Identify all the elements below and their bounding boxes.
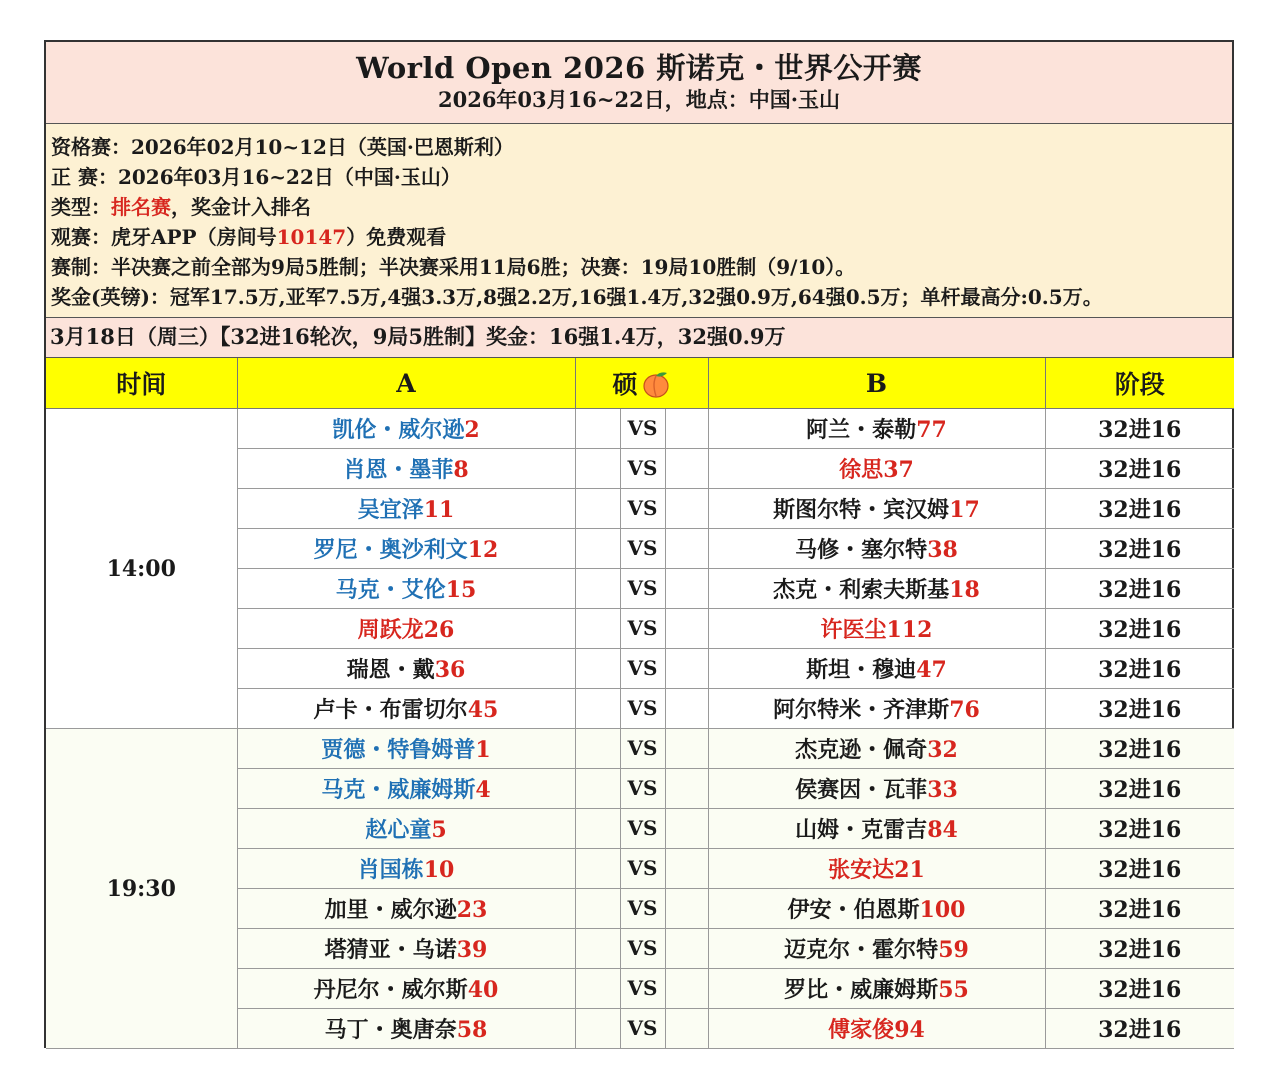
stage-cell: 32进16 bbox=[1045, 529, 1234, 569]
player-b-name: 斯坦・穆迪 bbox=[806, 657, 917, 683]
player-b-cell bbox=[708, 689, 1045, 729]
player-b-rank: 47 bbox=[916, 657, 947, 683]
player-b-rank: 37 bbox=[883, 457, 914, 483]
info-type-highlight: 排名赛 bbox=[111, 195, 171, 219]
player-a-rank: 2 bbox=[464, 417, 480, 443]
vs-label: VS bbox=[620, 969, 666, 1008]
player-b-rank: 100 bbox=[919, 897, 966, 923]
player-a-cell bbox=[237, 929, 575, 969]
session-time: 19:30 bbox=[46, 729, 237, 1049]
vs-label: VS bbox=[620, 769, 666, 808]
player-a-cell bbox=[237, 1009, 575, 1049]
player-a-name: 丹尼尔・威尔斯 bbox=[313, 977, 468, 1003]
info-watch-prefix: 观赛：虎牙APP（房间号 bbox=[51, 225, 277, 249]
player-a-rank: 40 bbox=[467, 977, 499, 1003]
player-b-rank: 76 bbox=[949, 697, 980, 723]
vs-label: VS bbox=[620, 649, 666, 688]
vs-cell bbox=[575, 689, 708, 729]
player-a-cell bbox=[237, 609, 575, 649]
stage-cell: 32进16 bbox=[1045, 689, 1234, 729]
vs-label: VS bbox=[620, 529, 666, 568]
player-b-name: 斯图尔特・宾汉姆 bbox=[773, 497, 950, 523]
player-a-cell bbox=[237, 889, 575, 929]
col-header-mid bbox=[575, 358, 708, 409]
stage-cell: 32进16 bbox=[1045, 449, 1234, 489]
player-a-name: 马克・威廉姆斯 bbox=[321, 777, 476, 803]
stage-cell: 32进16 bbox=[1045, 489, 1234, 529]
player-b-cell bbox=[708, 769, 1045, 809]
player-b-cell bbox=[708, 849, 1045, 889]
player-b-rank: 59 bbox=[938, 937, 969, 963]
player-b-rank: 33 bbox=[927, 777, 958, 803]
player-b-cell bbox=[708, 489, 1045, 529]
player-a-rank: 58 bbox=[456, 1017, 488, 1043]
player-b-cell bbox=[708, 409, 1045, 449]
player-b-rank: 21 bbox=[894, 857, 925, 883]
vs-cell bbox=[575, 729, 708, 769]
table-row bbox=[46, 409, 1234, 449]
info-watch bbox=[51, 222, 1232, 252]
vs-cell bbox=[575, 849, 708, 889]
player-b-name: 山姆・克雷吉 bbox=[795, 817, 928, 843]
player-b-name: 伊安・伯恩斯 bbox=[787, 897, 920, 923]
player-a-name: 马克・艾伦 bbox=[335, 577, 446, 603]
player-a-name: 马丁・奥唐奈 bbox=[324, 1017, 457, 1043]
vs-label: VS bbox=[620, 1009, 666, 1048]
player-a-rank: 12 bbox=[467, 537, 499, 563]
page-subtitle: 2026年03月16~22日，地点：中国·玉山 bbox=[437, 87, 841, 112]
player-b-rank: 32 bbox=[927, 737, 958, 763]
col-header-b: B bbox=[708, 358, 1045, 409]
player-b-cell bbox=[708, 929, 1045, 969]
player-b-name: 杰克・利索夫斯基 bbox=[773, 577, 950, 603]
player-a-cell bbox=[237, 769, 575, 809]
player-b-cell bbox=[708, 529, 1045, 569]
player-a-rank: 45 bbox=[467, 697, 499, 723]
stage-cell: 32进16 bbox=[1045, 889, 1234, 929]
player-a-rank: 26 bbox=[423, 617, 455, 643]
player-a-name: 加里・威尔逊 bbox=[324, 897, 457, 923]
player-a-name: 塔猜亚・乌诺 bbox=[324, 937, 457, 963]
player-a-rank: 1 bbox=[475, 737, 491, 763]
player-b-name: 罗比・威廉姆斯 bbox=[784, 977, 939, 1003]
player-a-name: 周跃龙 bbox=[357, 617, 424, 643]
player-b-cell bbox=[708, 809, 1045, 849]
stage-cell: 32进16 bbox=[1045, 569, 1234, 609]
player-b-rank: 18 bbox=[949, 577, 980, 603]
player-a-cell bbox=[237, 529, 575, 569]
vs-label: VS bbox=[620, 489, 666, 528]
player-b-cell bbox=[708, 449, 1045, 489]
player-b-cell bbox=[708, 729, 1045, 769]
player-a-name: 凯伦・威尔逊 bbox=[332, 417, 465, 443]
player-a-cell bbox=[237, 649, 575, 689]
player-a-cell bbox=[237, 849, 575, 889]
player-a-rank: 5 bbox=[431, 817, 447, 843]
title-block bbox=[46, 42, 1232, 124]
vs-label: VS bbox=[620, 449, 666, 488]
vs-label: VS bbox=[620, 689, 666, 728]
stage-cell: 32进16 bbox=[1045, 969, 1234, 1009]
stage-cell: 32进16 bbox=[1045, 929, 1234, 969]
vs-cell bbox=[575, 489, 708, 529]
col-header-mid-label: 硕 bbox=[612, 370, 638, 399]
stage-cell: 32进16 bbox=[1045, 849, 1234, 889]
vs-label: VS bbox=[620, 929, 666, 968]
stage-cell: 32进16 bbox=[1045, 1009, 1234, 1049]
vs-cell bbox=[575, 889, 708, 929]
player-a-cell bbox=[237, 409, 575, 449]
player-b-cell bbox=[708, 649, 1045, 689]
player-b-name: 徐思 bbox=[839, 457, 884, 483]
player-a-name: 瑞恩・戴 bbox=[346, 657, 435, 683]
table-row bbox=[46, 729, 1234, 769]
player-a-cell bbox=[237, 809, 575, 849]
vs-cell bbox=[575, 809, 708, 849]
stage-cell: 32进16 bbox=[1045, 809, 1234, 849]
player-a-cell bbox=[237, 969, 575, 1009]
player-a-rank: 4 bbox=[475, 777, 491, 803]
player-b-name: 阿尔特米・齐津斯 bbox=[773, 697, 950, 723]
player-a-rank: 10 bbox=[423, 857, 455, 883]
player-a-rank: 36 bbox=[434, 657, 466, 683]
round-banner: 3月18日（周三）【32进16轮次，9局5胜制】奖金：16强1.4万，32强0.9万 bbox=[46, 318, 1232, 358]
info-watch-suffix: ）免费观看 bbox=[346, 225, 447, 249]
player-b-cell bbox=[708, 969, 1045, 1009]
stage-cell: 32进16 bbox=[1045, 609, 1234, 649]
session-time: 14:00 bbox=[46, 409, 237, 729]
vs-label: VS bbox=[620, 569, 666, 608]
player-a-name: 卢卡・布雷切尔 bbox=[313, 697, 468, 723]
vs-label: VS bbox=[620, 729, 666, 768]
player-b-name: 许医尘 bbox=[820, 617, 887, 643]
info-main-event: 正 赛：2026年03月16~22日（中国·玉山） bbox=[51, 165, 461, 189]
player-b-rank: 55 bbox=[938, 977, 969, 1003]
player-a-rank: 11 bbox=[423, 497, 455, 523]
player-b-rank: 112 bbox=[886, 617, 933, 643]
stage-cell: 32进16 bbox=[1045, 769, 1234, 809]
table-header-row bbox=[46, 358, 1234, 409]
vs-label: VS bbox=[620, 409, 666, 448]
schedule-sheet bbox=[44, 40, 1234, 1048]
player-b-name: 傅家俊 bbox=[828, 1017, 895, 1043]
player-b-rank: 17 bbox=[949, 497, 980, 523]
player-a-name: 赵心童 bbox=[365, 817, 432, 843]
stage-cell: 32进16 bbox=[1045, 729, 1234, 769]
vs-cell bbox=[575, 569, 708, 609]
player-b-name: 阿兰・泰勒 bbox=[806, 417, 917, 443]
vs-cell bbox=[575, 609, 708, 649]
player-b-cell bbox=[708, 569, 1045, 609]
player-b-name: 马修・塞尔特 bbox=[795, 537, 928, 563]
player-a-name: 肖恩・墨菲 bbox=[343, 457, 454, 483]
player-b-cell bbox=[708, 889, 1045, 929]
player-b-rank: 94 bbox=[894, 1017, 925, 1043]
vs-cell bbox=[575, 409, 708, 449]
peach-icon bbox=[641, 370, 671, 398]
player-a-rank: 8 bbox=[453, 457, 469, 483]
player-a-name: 贾德・特鲁姆普 bbox=[321, 737, 476, 763]
vs-cell bbox=[575, 449, 708, 489]
info-qualifier: 资格赛：2026年02月10~12日（英国·巴恩斯利） bbox=[51, 135, 514, 159]
info-prize: 奖金(英镑)：冠军17.5万,亚军7.5万,4强3.3万,8强2.2万,16强1.4万,32强0.9万,64强0.5万；单杆最高分:0.5万。 bbox=[51, 285, 1103, 309]
player-b-cell bbox=[708, 1009, 1045, 1049]
vs-cell bbox=[575, 649, 708, 689]
vs-cell bbox=[575, 769, 708, 809]
match-table bbox=[46, 358, 1234, 1049]
info-type-prefix: 类型： bbox=[51, 195, 111, 219]
player-b-rank: 84 bbox=[927, 817, 958, 843]
tournament-info bbox=[46, 124, 1232, 318]
vs-label: VS bbox=[620, 809, 666, 848]
player-a-cell bbox=[237, 449, 575, 489]
player-a-rank: 39 bbox=[456, 937, 488, 963]
info-type bbox=[51, 192, 1232, 222]
player-b-rank: 38 bbox=[927, 537, 958, 563]
player-a-name: 吴宜泽 bbox=[357, 497, 424, 523]
player-a-cell bbox=[237, 729, 575, 769]
col-header-a: A bbox=[237, 358, 575, 409]
col-header-time: 时间 bbox=[46, 358, 237, 409]
col-header-stage: 阶段 bbox=[1045, 358, 1234, 409]
page-title: World Open 2026 斯诺克・世界公开赛 bbox=[356, 51, 922, 85]
player-b-name: 侯赛因・瓦菲 bbox=[795, 777, 928, 803]
player-a-cell bbox=[237, 689, 575, 729]
vs-cell bbox=[575, 969, 708, 1009]
info-format: 赛制：半决赛之前全部为9局5胜制；半决赛采用11局6胜；决赛：19局10胜制（9/10）。 bbox=[51, 255, 856, 279]
stage-cell: 32进16 bbox=[1045, 649, 1234, 689]
info-room-number: 10147 bbox=[276, 225, 347, 249]
player-b-cell bbox=[708, 609, 1045, 649]
player-b-name: 张安达 bbox=[828, 857, 895, 883]
vs-label: VS bbox=[620, 609, 666, 648]
vs-label: VS bbox=[620, 889, 666, 928]
player-b-name: 迈克尔・霍尔特 bbox=[784, 937, 939, 963]
player-b-rank: 77 bbox=[916, 417, 947, 443]
vs-cell bbox=[575, 929, 708, 969]
vs-cell bbox=[575, 1009, 708, 1049]
info-type-suffix: ，奖金计入排名 bbox=[171, 195, 311, 219]
vs-label: VS bbox=[620, 849, 666, 888]
player-a-cell bbox=[237, 489, 575, 529]
vs-cell bbox=[575, 529, 708, 569]
player-b-name: 杰克逊・佩奇 bbox=[795, 737, 928, 763]
player-a-rank: 23 bbox=[456, 897, 488, 923]
match-body bbox=[46, 409, 1234, 1049]
player-a-rank: 15 bbox=[445, 577, 477, 603]
player-a-cell bbox=[237, 569, 575, 609]
player-a-name: 罗尼・奥沙利文 bbox=[313, 537, 468, 563]
player-a-name: 肖国栋 bbox=[357, 857, 424, 883]
stage-cell: 32进16 bbox=[1045, 409, 1234, 449]
